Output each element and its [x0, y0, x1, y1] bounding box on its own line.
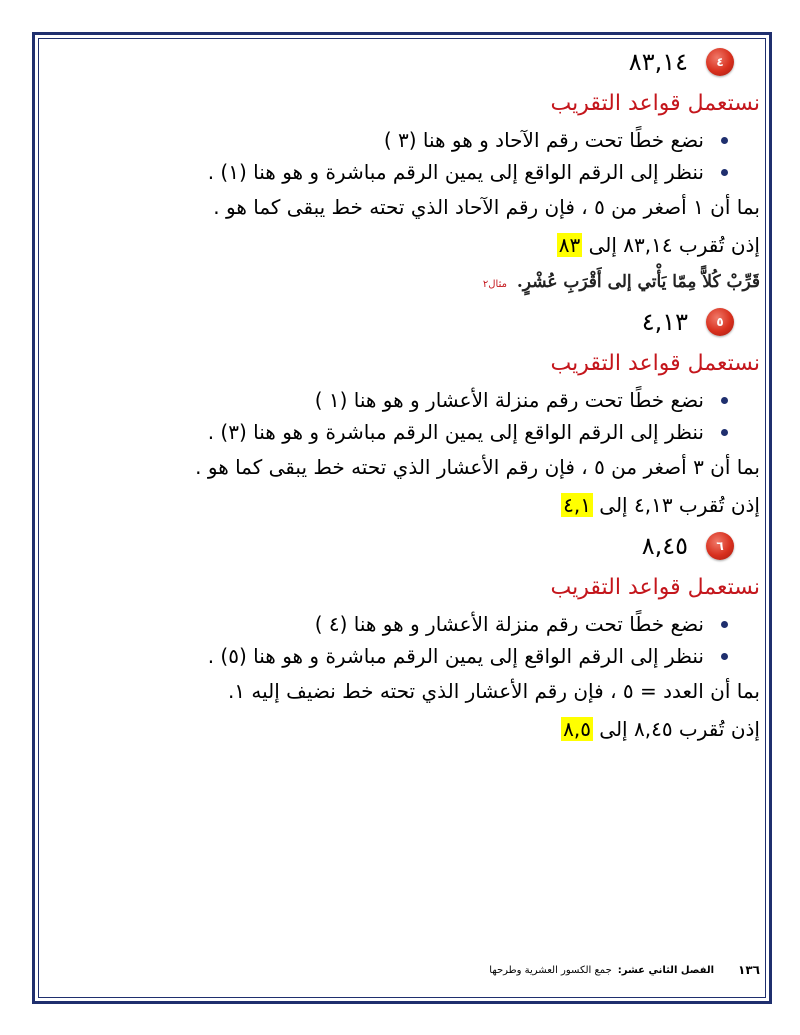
step-item: ننظر إلى الرقم الواقع إلى يمين الرقم مباشرة و هو هنا (١) . — [46, 156, 734, 188]
steps-list — [46, 608, 760, 672]
worksheet-content — [46, 40, 760, 748]
problem-value: ٤,١٣ — [641, 308, 688, 336]
problem-number-badge: ٦ — [706, 532, 734, 560]
steps-list — [46, 124, 760, 188]
page-number: ١٣٦ — [738, 963, 760, 977]
problem-header — [46, 40, 760, 84]
step-item: نضع خطًا تحت رقم منزلة الأعشار و هو هنا (٤ ) — [46, 608, 734, 640]
problem-header — [46, 300, 760, 344]
rule-title: نستعمل قواعد التقريب — [550, 91, 760, 116]
problem-6 — [46, 524, 760, 748]
step-item: ننظر إلى الرقم الواقع إلى يمين الرقم مباشرة و هو هنا (٥) . — [46, 640, 734, 672]
reason-text: بما أن ١ أصغر من ٥ ، فإن رقم الآحاد الذي تحته خط يبقى كما هو . — [213, 195, 760, 219]
problem-header — [46, 524, 760, 568]
rule-title: نستعمل قواعد التقريب — [550, 351, 760, 376]
step-item: نضع خطًا تحت رقم الآحاد و هو هنا (٣ ) — [46, 124, 734, 156]
answer-highlight: ٤,١ — [563, 493, 591, 517]
answer-highlight: ٨,٥ — [563, 717, 591, 741]
problem-4 — [46, 40, 760, 264]
reason-text: بما أن العدد = ٥ ، فإن رقم الأعشار الذي تحته خط نضيف إليه ١. — [227, 679, 760, 703]
reason-text: بما أن ٣ أصغر من ٥ ، فإن رقم الأعشار الذي تحته خط يبقى كما هو . — [195, 455, 760, 479]
answer-line — [46, 226, 760, 264]
problem-5 — [46, 300, 760, 524]
example-reference-tag: مثال٢ — [482, 279, 507, 290]
problem-number-badge: ٤ — [706, 48, 734, 76]
problem-value: ٨٣,١٤ — [628, 48, 688, 76]
instruction-text: قَرِّبْ كُلاًّ مِمّا يَأْتي إلى أَقْرَبِ عُشْرٍ. — [516, 272, 760, 292]
rule-title: نستعمل قواعد التقريب — [550, 575, 760, 600]
answer-prefix: إذن تُقرب ٨٣,١٤ إلى — [588, 233, 760, 257]
problem-number-badge: ٥ — [706, 308, 734, 336]
example-instruction — [46, 264, 760, 300]
chapter-topic: جمع الكسور العشرية وطرحها — [489, 964, 612, 976]
page-footer — [46, 960, 760, 980]
answer-prefix: إذن تُقرب ٨,٤٥ إلى — [599, 717, 760, 741]
step-item: نضع خطًا تحت رقم منزلة الأعشار و هو هنا (١ ) — [46, 384, 734, 416]
answer-line — [46, 710, 760, 748]
chapter-label: الفصل الثاني عشر: — [617, 964, 715, 976]
step-item: ننظر إلى الرقم الواقع إلى يمين الرقم مباشرة و هو هنا (٣) . — [46, 416, 734, 448]
answer-prefix: إذن تُقرب ٤,١٣ إلى — [599, 493, 760, 517]
answer-line — [46, 486, 760, 524]
problem-value: ٨,٤٥ — [641, 532, 688, 560]
answer-highlight: ٨٣ — [558, 233, 581, 257]
steps-list — [46, 384, 760, 448]
